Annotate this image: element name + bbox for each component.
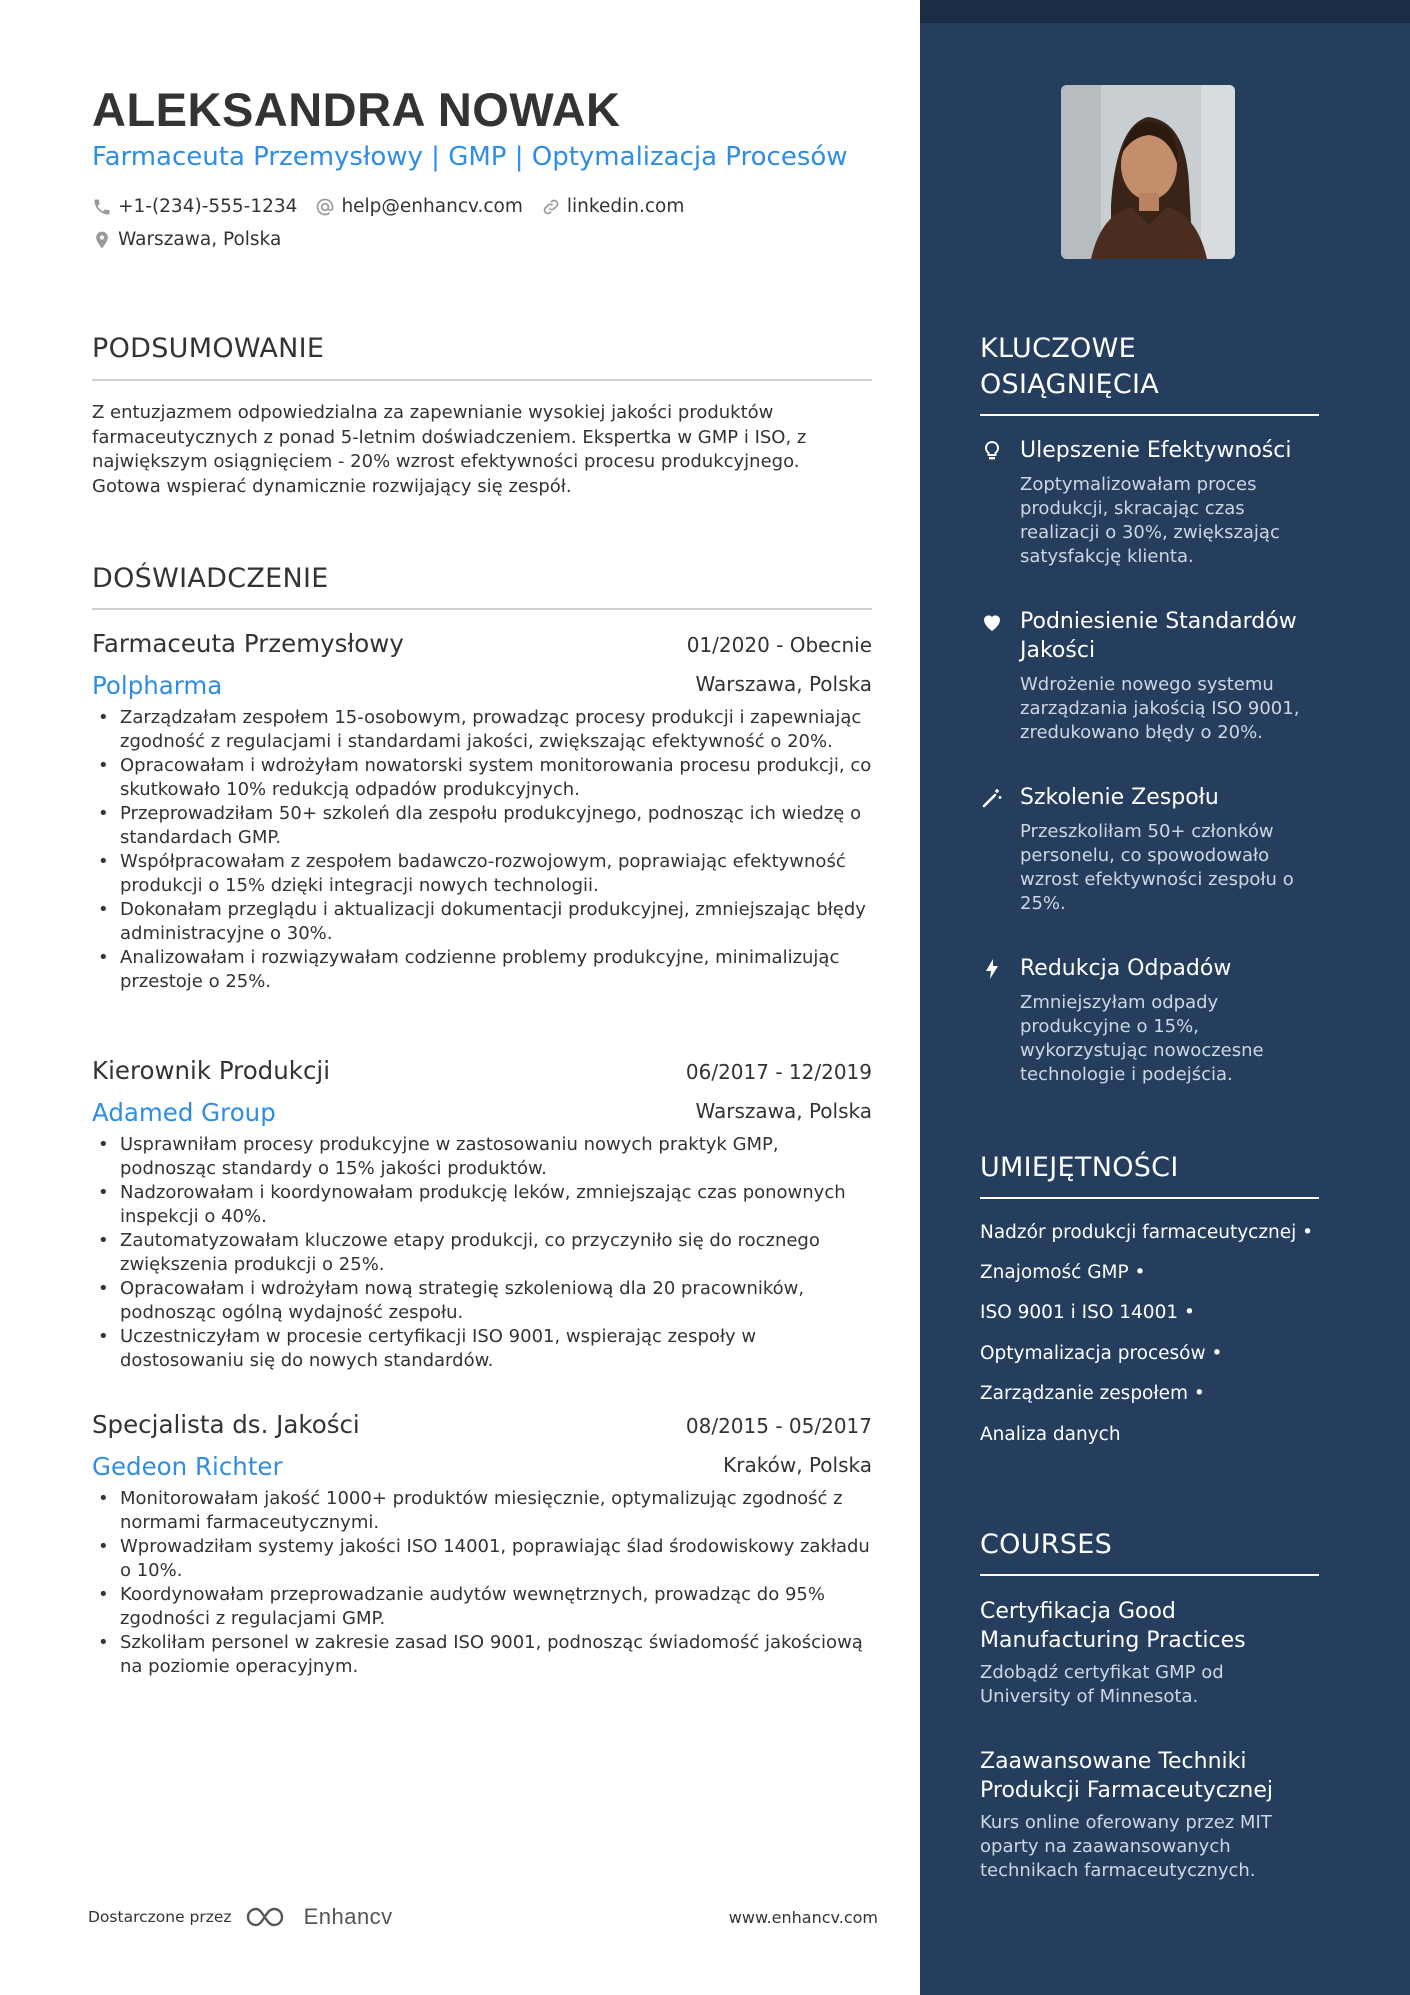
achievement-desc: Zoptymalizowałam proces produkcji, skracając czas realizacji o 30%, zwiększając satysfakcję klienta. <box>1020 474 1280 567</box>
job-location: Warszawa, Polska <box>695 672 872 696</box>
summary-divider <box>92 379 872 381</box>
job-dates: 08/2015 - 05/2017 <box>685 1414 872 1438</box>
job-title: Farmaceuta Przemysłowy <box>92 629 404 658</box>
skill-item: Optymalizacja procesów • <box>980 1343 1223 1364</box>
skill-item: ISO 9001 i ISO 14001 • <box>980 1302 1195 1323</box>
course-title: Certyfikacja Good Manufacturing Practices <box>980 1599 1246 1653</box>
course-desc: Zdobądź certyfikat GMP od University of Minnesota. <box>980 1662 1224 1707</box>
linkedin-text: linkedin.com <box>566 196 685 217</box>
achievements-heading-line2: OSIĄGNIĘCIA <box>980 369 1160 400</box>
summary-text: Z entuzjazmem odpowiedzialna za zapewnianie wysokiej jakości produktów farmaceutycznych z ponad 5-letnim doświadczeniem. Ekspertka w GMP i ISO, z największym osiągnięciem - 20% wzrost efektywności procesu produkcyjnego. Gotowa wspierać dynamicznie rozwijający się zespół. <box>92 402 807 497</box>
candidate-name: ALEKSANDRA NOWAK <box>92 83 621 136</box>
job-bullets <box>92 706 872 994</box>
bullet-item: • Zarządzałam zespołem 15-osobowym, prowadząc procesy produkcji i zapewniając zgodność z regulacjami i standardami jakości, zwiększając efektywność o 20%. <box>92 706 872 754</box>
bullet-item: • Opracowałam i wdrożyłam nową strategię szkoleniową dla 20 pracowników, podnosząc ogólną wydajność zespołu. <box>92 1277 872 1325</box>
achievement-desc: Wdrożenie nowego systemu zarządzania jakością ISO 9001, zredukowano błędy o 20%. <box>1020 674 1300 743</box>
bullet-item: • Szkoliłam personel w zakresie zasad ISO 9001, podnosząc świadomość jakościową na poziomie operacyjnym. <box>92 1631 872 1679</box>
contact-location <box>92 229 281 250</box>
bullet-item: • Usprawniłam procesy produkcyjne w zastosowaniu nowych praktyk GMP, podnosząc standardy o 15% jakości produktów. <box>92 1133 872 1181</box>
skills-divider <box>980 1197 1319 1199</box>
job-location: Kraków, Polska <box>723 1453 872 1477</box>
contact-email[interactable] <box>315 196 522 217</box>
job-company[interactable]: Polpharma <box>92 671 223 700</box>
at-icon <box>315 197 335 217</box>
enhancv-brand[interactable]: Enhancv <box>303 1904 393 1929</box>
job-bullets <box>92 1133 872 1373</box>
enhancv-logo-icon <box>244 1904 292 1930</box>
job-company[interactable]: Adamed Group <box>92 1098 276 1127</box>
magic-wand-icon <box>980 786 1004 810</box>
avatar <box>1061 85 1235 259</box>
contact-phone[interactable] <box>92 196 297 217</box>
bullet-item: • Zautomatyzowałam kluczowe etapy produkcji, co przyczyniło się do rocznego zwiększenia produkcji o 25%. <box>92 1229 872 1277</box>
bullet-item: • Przeprowadziłam 50+ szkoleń dla zespołu produkcyjnego, podnosząc ich wiedzę o standardach GMP. <box>92 802 872 850</box>
link-icon <box>541 197 561 217</box>
candidate-subtitle: Farmaceuta Przemysłowy | GMP | Optymalizacja Procesów <box>92 142 848 172</box>
lightning-icon <box>980 957 1004 981</box>
bullet-item: • Uczestniczyłam w procesie certyfikacji ISO 9001, wspierając zespoły w dostosowaniu się do nowych standardów. <box>92 1325 872 1373</box>
footer-website[interactable]: www.enhancv.com <box>728 1908 878 1927</box>
location-text: Warszawa, Polska <box>118 229 282 250</box>
achievement-title: Podniesienie Standardów Jakości <box>1020 609 1297 663</box>
job-dates: 01/2020 - Obecnie <box>686 633 872 657</box>
lightbulb-icon <box>980 439 1004 463</box>
achievements-heading-line1: KLUCZOWE <box>980 333 1136 364</box>
contact-row <box>92 196 684 217</box>
heart-icon <box>980 610 1004 634</box>
experience-divider <box>92 608 872 610</box>
achievement-title: Szkolenie Zespołu <box>1020 785 1219 810</box>
powered-by-text: Dostarczone przez <box>88 1908 232 1926</box>
achievement-desc: Zmniejszyłam odpady produkcyjne o 15%, wykorzystując nowoczesne technologie i podejścia. <box>1020 992 1264 1085</box>
bullet-item: • Współpracowałam z zespołem badawczo-rozwojowym, poprawiając efektywność produkcji o 15% dzięki integracji nowych technologii. <box>92 850 872 898</box>
achievement-title: Ulepszenie Efektywności <box>1020 438 1292 463</box>
footer-branding <box>88 1904 393 1930</box>
courses-heading: COURSES <box>980 1529 1113 1560</box>
phone-text: +1-(234)-555-1234 <box>118 196 298 217</box>
location-row <box>92 229 281 250</box>
courses-divider <box>980 1574 1319 1576</box>
skill-item: Znajomość GMP • <box>980 1262 1146 1283</box>
bullet-item: • Opracowałam i wdrożyłam nowatorski system monitorowania procesu produkcji, co skutkowało 10% redukcją odpadów produkcyjnych. <box>92 754 872 802</box>
location-pin-icon <box>92 230 112 250</box>
skill-item: Analiza danych <box>980 1424 1121 1445</box>
bullet-item: • Monitorowałam jakość 1000+ produktów miesięcznie, optymalizując zgodność z normami farmaceutycznymi. <box>92 1487 872 1535</box>
email-text: help@enhancv.com <box>341 196 523 217</box>
skills-heading: UMIEJĘTNOŚCI <box>980 1152 1179 1183</box>
job-company[interactable]: Gedeon Richter <box>92 1452 283 1481</box>
job-title: Kierownik Produkcji <box>92 1056 331 1085</box>
bullet-item: • Dokonałam przeglądu i aktualizacji dokumentacji produkcyjnej, zmniejszając błędy administracyjne o 30%. <box>92 898 872 946</box>
skill-item: Zarządzanie zespołem • <box>980 1383 1205 1404</box>
phone-icon <box>92 197 112 217</box>
bullet-item: • Koordynowałam przeprowadzanie audytów wewnętrznych, prowadząc do 95% zgodności z regulacjami GMP. <box>92 1583 872 1631</box>
skill-item: Nadzór produkcji farmaceutycznej • <box>980 1222 1314 1243</box>
experience-heading: DOŚWIADCZENIE <box>92 563 329 594</box>
course-title: Zaawansowane Techniki Produkcji Farmaceutycznej <box>980 1749 1274 1803</box>
sidebar-top-bar <box>920 0 1410 23</box>
job-dates: 06/2017 - 12/2019 <box>685 1060 872 1084</box>
bullet-item: • Nadzorowałam i koordynowałam produkcję leków, zmniejszając czas ponownych inspekcji o 40%. <box>92 1181 872 1229</box>
achievement-title: Redukcja Odpadów <box>1020 956 1232 981</box>
job-title: Specjalista ds. Jakości <box>92 1410 360 1439</box>
profile-photo <box>1061 85 1235 259</box>
bullet-item: • Wprowadziłam systemy jakości ISO 14001, poprawiając ślad środowiskowy zakładu o 10%. <box>92 1535 872 1583</box>
achievement-desc: Przeszkoliłam 50+ członków personelu, co spowodowało wzrost efektywności zespołu o 25%. <box>1020 821 1294 914</box>
job-location: Warszawa, Polska <box>695 1099 872 1123</box>
achievements-divider <box>980 414 1319 416</box>
contact-linkedin[interactable] <box>541 196 684 217</box>
course-desc: Kurs online oferowany przez MIT oparty na zaawansowanych technikach farmaceutycznych. <box>980 1812 1272 1881</box>
achievements-heading <box>980 331 1159 403</box>
summary-heading: PODSUMOWANIE <box>92 333 325 364</box>
job-bullets <box>92 1487 872 1679</box>
bullet-item: • Analizowałam i rozwiązywałam codzienne problemy produkcyjne, minimalizując przestoje o 25%. <box>92 946 872 994</box>
